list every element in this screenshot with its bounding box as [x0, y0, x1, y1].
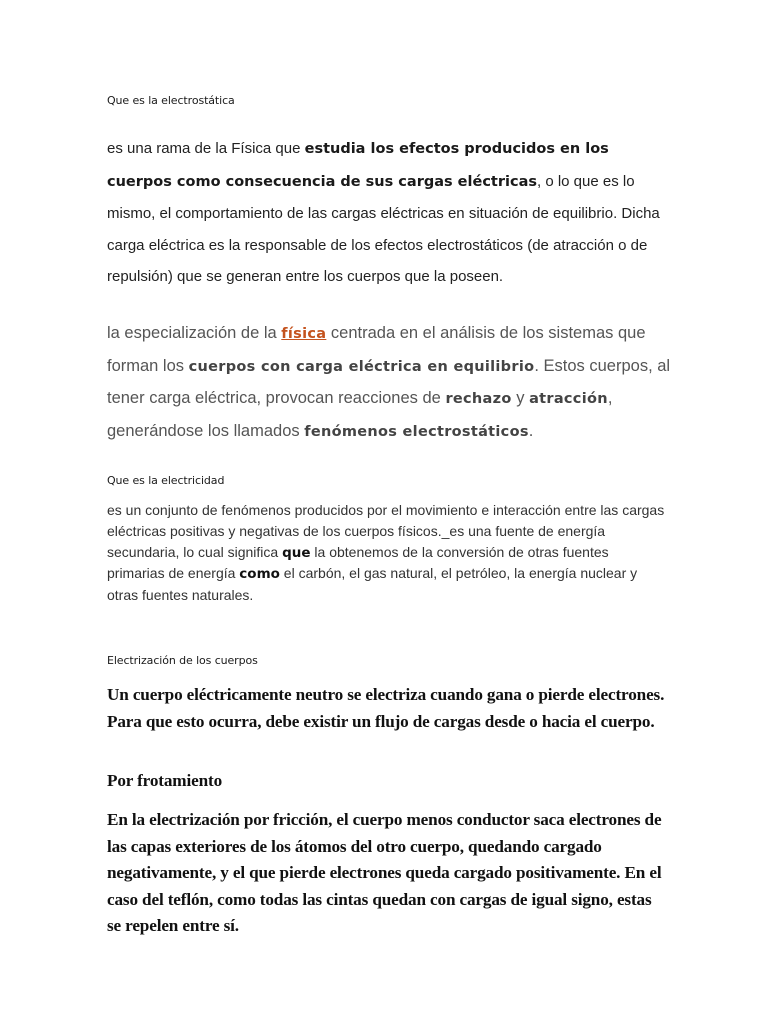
definition-rest-text: , o lo que es lo mismo, el comportamiento de las cargas eléctricas en situación de equilibrio. Dicha carga eléctrica es la responsable de los efectos electrostáticos (de atracción o de repulsión) que se generan entre los cuerpos que la poseen. [107, 172, 660, 285]
spec-bold-3: atracción [529, 391, 608, 407]
spec-text-2: centrada en el análisis de los sistemas que forman los [107, 324, 646, 375]
elec-text-3: la obtenemos de la conversión de otras fuentes primarias de energía [107, 543, 609, 582]
spec-text-5: , generándose los llamados [107, 389, 613, 440]
spec-text-6: . [528, 421, 534, 440]
elec-text-4: el carbón, el gas natural, el petróleo, la energía nuclear y otras fuentes naturales. [107, 565, 638, 604]
subheading-por-frotamiento: Por frotamiento [107, 771, 223, 790]
spec-text-4: y [511, 389, 530, 407]
spec-bold-2: rechazo [445, 391, 512, 407]
elec-text-1: es un conjunto de fenómenos producidos por el movimiento e interacción entre las cargas eléctricas positivas y negativas de los cuerpos físicos. [107, 502, 665, 539]
heading-electrostatica: Que es la electrostática [107, 94, 235, 107]
definition-intro-text: es una rama de la Física que [107, 140, 305, 157]
heading-electricidad: Que es la electricidad [107, 474, 225, 487]
spec-bold-1: cuerpos con carga eléctrica en equilibrio [188, 358, 535, 375]
heading-electrizacion: Electrización de los cuerpos [107, 654, 258, 667]
definition-bold-text: estudia los efectos producidos en los cuerpos como consecuencia de sus cargas eléctricas [107, 141, 609, 190]
elec-underscore-mark: _ [441, 522, 450, 539]
spec-text-3: . Estos cuerpos, al tener carga eléctrica, provocan reacciones de [107, 356, 671, 407]
fisica-link[interactable]: física [281, 326, 327, 342]
spec-bold-4: fenómenos electrostáticos [304, 423, 529, 440]
elec-bold-como: como [239, 566, 280, 583]
elec-bold-que: que [282, 544, 311, 561]
paragraph-electrizacion-friccion: En la electrización por fricción, el cuerpo menos conductor saca electrones de las capas exteriores de los átomos del otro cuerpo, quedando cargado negativamente, y el que pierde electrones queda cargado positivamente. En el caso del teflón, como todas las cintas quedan con cargas de igual signo, estas se repelen entre sí. [107, 810, 662, 935]
paragraph-electricidad [107, 500, 667, 606]
paragraph-electrostatica-definition [107, 133, 667, 293]
elec-text-2: es una fuente de energía secundaria, lo cual significa [107, 522, 606, 560]
paragraph-electrizacion-intro: Un cuerpo eléctricamente neutro se electriza cuando gana o pierde electrones. Para que esto ocurra, debe existir un flujo de cargas desde o hacia el cuerpo. [107, 685, 665, 731]
spec-text-1: la especialización de la [107, 324, 282, 342]
paragraph-electrostatica-specialization [107, 318, 677, 448]
